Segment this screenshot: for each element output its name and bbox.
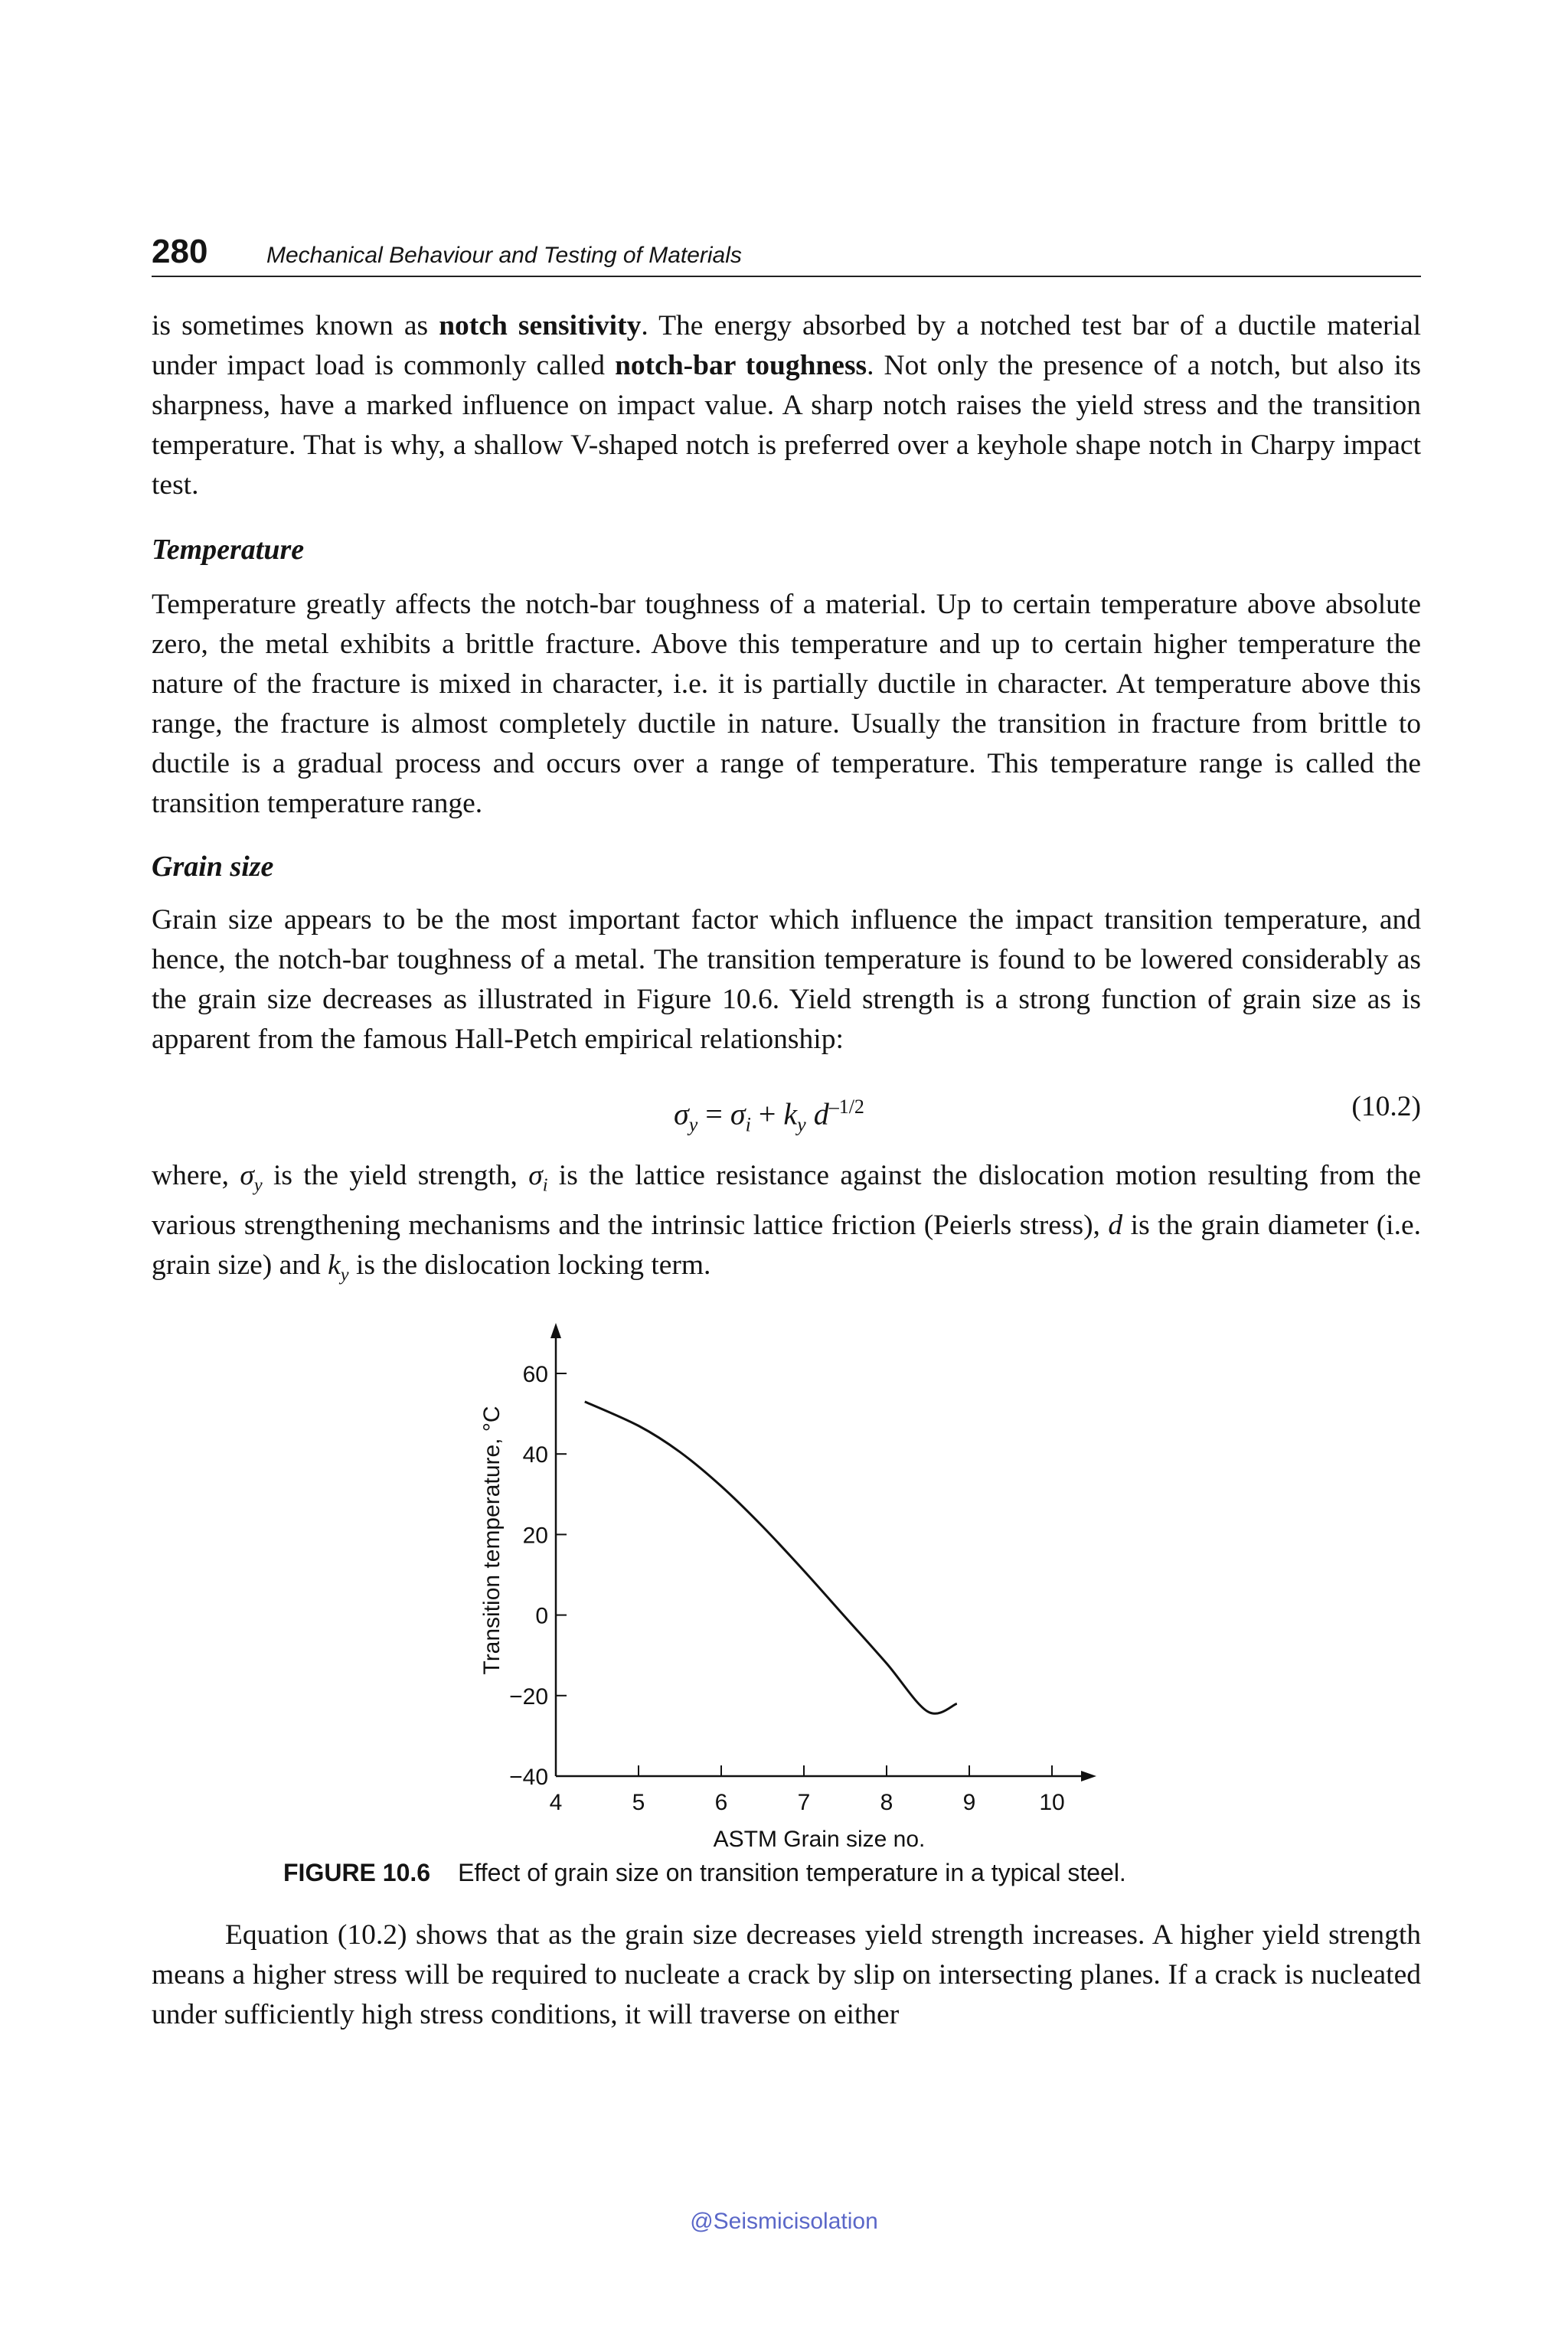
- subscript: y: [340, 1264, 349, 1285]
- term-notch-bar-toughness: notch-bar toughness: [615, 350, 867, 381]
- sigma-symbol: σ: [240, 1160, 254, 1191]
- x-tick-label: 8: [880, 1790, 893, 1815]
- y-axis-arrow: [550, 1323, 561, 1338]
- x-tick-label: 4: [549, 1790, 563, 1815]
- plus-sign: +: [750, 1096, 784, 1132]
- d-symbol: d: [805, 1096, 829, 1132]
- x-tick-label: 5: [632, 1790, 645, 1815]
- y-tick-label: 60: [522, 1362, 548, 1387]
- y-tick-label: 20: [522, 1523, 548, 1549]
- page-number: 280: [152, 233, 208, 270]
- y-tick-label: 40: [522, 1442, 548, 1468]
- text-run: is sometimes known as: [152, 310, 439, 341]
- sigma-symbol: σ: [730, 1096, 746, 1132]
- subscript: y: [688, 1113, 698, 1136]
- exponent: –1/2: [828, 1096, 864, 1118]
- d-symbol: d: [1108, 1209, 1123, 1241]
- k-symbol: k: [783, 1096, 798, 1132]
- text-run: . Not only the presence of a notch, but also its sharpness, have a marked influence on impact value. A sharp notch raises the yield stress and the transition temperature. That is why, a shallow V-shaped notch is preferred over a keyhole shape notch in Charpy impact test.: [152, 350, 1421, 501]
- k-symbol: k: [328, 1249, 341, 1281]
- equation-number: (10.2): [1351, 1091, 1421, 1122]
- text-run: is the yield strength,: [262, 1160, 529, 1191]
- x-tick-label: 9: [962, 1790, 976, 1815]
- y-tick-label: −40: [509, 1765, 548, 1790]
- watermark: @Seismicisolation: [690, 2209, 878, 2234]
- x-tick-label: 6: [714, 1790, 728, 1815]
- y-tick-label: 0: [535, 1603, 548, 1629]
- y-tick-label: −20: [509, 1683, 548, 1710]
- x-axis-arrow: [1081, 1771, 1096, 1781]
- paragraph-grain-size: Grain size appears to be the most important factor which influence the impact transition temperature, and hence, the notch-bar toughness of a metal. The transition temperature is found to be lowered considerably as the grain size decreases as illustrated in Figure 10.6. Yield strength is a strong function of grain size as is apparent from the famous Hall-Petch empirical relationship:: [152, 904, 1421, 1055]
- heading-temperature: Temperature: [152, 534, 305, 566]
- x-axis-label: ASTM Grain size no.: [713, 1827, 926, 1852]
- subscript: y: [253, 1174, 263, 1196]
- caption-text: Effect of grain size on transition temperature in a typical steel.: [458, 1859, 1126, 1886]
- paragraph-equation-effect: Equation (10.2) shows that as the grain size decreases yield strength increases. A higher yield strength means a higher stress will be required to nucleate a crack by slip on intersecting planes. If a crack is nucleated under sufficiently high stress conditions, it will traverse on either: [152, 1919, 1421, 2030]
- text-run: where,: [152, 1160, 240, 1191]
- y-axis-label: Transition temperature, °C: [479, 1406, 505, 1675]
- subscript: i: [745, 1113, 751, 1136]
- subscript: i: [542, 1174, 548, 1196]
- series-line: [585, 1402, 957, 1713]
- text-run: is the grain diameter (i.e. grain size) and: [152, 1209, 1421, 1281]
- running-title: Mechanical Behaviour and Testing of Materials: [266, 243, 742, 268]
- text-run: is the lattice resistance against the dislocation motion resulting from the various strengthening mechanisms and the intrinsic lattice friction (Peierls stress),: [152, 1160, 1422, 1241]
- x-tick-label: 10: [1039, 1790, 1065, 1815]
- sigma-symbol: σ: [528, 1160, 543, 1191]
- text-run: . The energy absorbed by a notched test bar of a ductile material under impact load is commonly called: [152, 310, 1422, 381]
- figure-caption: [283, 1856, 1309, 1889]
- subscript: y: [797, 1113, 806, 1136]
- term-notch-sensitivity: notch sensitivity: [439, 310, 642, 341]
- text-run: is the dislocation locking term.: [348, 1249, 711, 1281]
- figure-label: FIGURE 10.6: [283, 1859, 431, 1886]
- sigma-symbol: σ: [674, 1096, 689, 1132]
- heading-grain-size: Grain size: [152, 851, 274, 883]
- x-tick-label: 7: [797, 1790, 811, 1815]
- paragraph-temperature: Temperature greatly affects the notch-bar toughness of a material. Up to certain temperature above absolute zero, the metal exhibits a brittle fracture. Above this temperature and up to certain higher temperature the nature of the fracture is mixed in character, i.e. it is partially ductile in character. At temperature above this range, the fracture is almost completely ductile in nature. Usually the transition in fracture from brittle to ductile is a gradual process and occurs over a range of temperature. This temperature range is called the transition temperature range.: [152, 589, 1421, 819]
- equals-sign: =: [697, 1096, 730, 1132]
